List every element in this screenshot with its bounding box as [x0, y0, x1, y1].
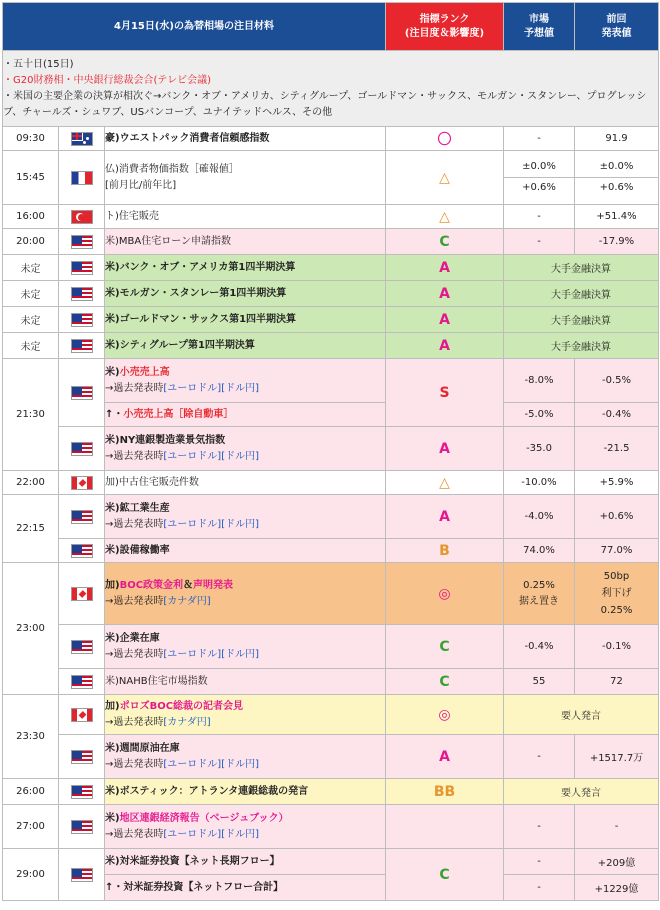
event-name: 米)ボスティック：アトランタ連銀総裁の発言: [105, 779, 386, 805]
event-name: 米)小売売上高 →過去発表時[ユーロドル][ドル円]: [105, 359, 386, 403]
eurusd-link[interactable]: [ユーロドル]: [163, 518, 222, 530]
table-row: 米)NY連銀製造業景気指数 →過去発表時[ユーロドル][ドル円] A -35.0 -21.5: [3, 427, 659, 471]
eurusd-link[interactable]: [ユーロドル]: [163, 648, 222, 660]
event-name: 米)モルガン・スタンレー第1四半期決算: [105, 281, 386, 307]
event-name: ↑・対米証券投資【ネットフロー合計】: [105, 875, 386, 901]
rank-badge: 〇: [386, 127, 504, 151]
australia-flag-icon: [71, 132, 93, 146]
table-row: 22:15 米)鉱工業生産 →過去発表時[ユーロドル][ドル円] A -4.0% +0.6%: [3, 495, 659, 539]
eurusd-link[interactable]: [ユーロドル]: [163, 828, 222, 840]
rank-badge: A: [386, 735, 504, 779]
rank-badge: ◎: [386, 695, 504, 735]
rank-badge: C: [386, 229, 504, 255]
event-name: 米)シティグループ第1四半期決算: [105, 333, 386, 359]
table-row: 15:45 仏)消費者物価指数［確報値］ [前月比/前年比] △ ±0.0% +0.6% ±0.0% +0.6%: [3, 151, 659, 205]
event-name: 米)NAHB住宅市場指数: [105, 669, 386, 695]
table-row: 米)設備稼働率 B 74.0% 77.0%: [3, 539, 659, 563]
usa-flag-icon: [71, 313, 93, 327]
eurusd-link[interactable]: [ユーロドル]: [163, 758, 222, 770]
rank-badge: [386, 805, 504, 849]
event-name: 米)地区連銀経済報告（ベージュブック） →過去発表時[ユーロドル][ドル円]: [105, 805, 386, 849]
event-name: 米)MBA住宅ローン申請指数: [105, 229, 386, 255]
forecast-header: 市場 予想値: [504, 3, 575, 51]
eurusd-link[interactable]: [ユーロドル]: [163, 450, 222, 462]
event-name: 米)NY連銀製造業景気指数 →過去発表時[ユーロドル][ドル円]: [105, 427, 386, 471]
table-row: 米)NAHB住宅市場指数 C 55 72: [3, 669, 659, 695]
table-row: 未定 米)ゴールドマン・サックス第1四半期決算 A 大手金融決算: [3, 307, 659, 333]
usa-flag-icon: [71, 785, 93, 799]
usdjpy-link[interactable]: [ドル円]: [221, 518, 260, 530]
usa-flag-icon: [71, 750, 93, 764]
usa-flag-icon: [71, 868, 93, 882]
rank-badge: ◎: [386, 563, 504, 625]
table-row: 21:30 米)小売売上高 →過去発表時[ユーロドル][ドル円] S -8.0% -0.5%: [3, 359, 659, 403]
table-row: ↑・小売売上高［除自動車］ -5.0% -0.4%: [3, 403, 659, 427]
cadjpy-link[interactable]: [カナダ円]: [163, 595, 211, 607]
usa-flag-icon: [71, 287, 93, 301]
rank-badge: B: [386, 539, 504, 563]
event-name: 米)企業在庫 →過去発表時[ユーロドル][ドル円]: [105, 625, 386, 669]
table-row: ↑・対米証券投資【ネットフロー合計】 - +1229億: [3, 875, 659, 901]
table-row: 未定 米)バンク・オブ・アメリカ第1四半期決算 A 大手金融決算: [3, 255, 659, 281]
event-name: 米)バンク・オブ・アメリカ第1四半期決算: [105, 255, 386, 281]
table-row: 20:00 米)MBA住宅ローン申請指数 C - -17.9%: [3, 229, 659, 255]
rank-badge: BB: [386, 779, 504, 805]
table-row: 23:00 加)BOC政策金利＆声明発表 →過去発表時[カナダ円] ◎ 0.25% 据え置き 50bp 利下げ 0.25%: [3, 563, 659, 625]
rank-badge: △: [386, 205, 504, 229]
table-row: 26:00 米)ボスティック：アトランタ連銀総裁の発言 BB 要人発言: [3, 779, 659, 805]
usa-flag-icon: [71, 640, 93, 654]
notes-box: [3, 51, 659, 127]
page-title: 4月15日(水)の為替相場の注目材料: [3, 3, 386, 51]
rank-badge: C: [386, 849, 504, 901]
table-row: 29:00 米)対米証券投資【ネット長期フロー】 C - +209億: [3, 849, 659, 875]
note-gotobi: ・五十日(15日): [3, 58, 74, 70]
rank-badge: S: [386, 359, 504, 427]
usa-flag-icon: [71, 235, 93, 249]
table-row: 16:00 ト)住宅販売 △ - +51.4%: [3, 205, 659, 229]
table-row: 09:30 豪)ウエストパック消費者信頼感指数 〇 - 91.9: [3, 127, 659, 151]
usa-flag-icon: [71, 544, 93, 558]
notes-row: [3, 51, 659, 127]
rank-badge: C: [386, 669, 504, 695]
eurusd-link[interactable]: [ユーロドル]: [163, 382, 222, 394]
event-name: 米)対米証券投資【ネット長期フロー】: [105, 849, 386, 875]
canada-flag-icon: [71, 587, 93, 601]
event-name: 米)設備稼働率: [105, 539, 386, 563]
rank-badge: A: [386, 333, 504, 359]
france-flag-icon: [71, 171, 93, 185]
previous-header: 前回 発表値: [575, 3, 659, 51]
usdjpy-link[interactable]: [ドル円]: [221, 382, 260, 394]
table-row: 27:00 米)地区連銀経済報告（ベージュブック） →過去発表時[ユーロドル][ドル円] - -: [3, 805, 659, 849]
note-earnings: ・米国の主要企業の決算が相次ぐ→バンク・オブ・アメリカ、シティグループ、ゴールドマン・サックス、モルガン・スタンレー、プログレッシブ、チャールズ・シュワブ、USバンコープ、ユナイテッドヘルス、その他: [3, 90, 647, 118]
usdjpy-link[interactable]: [ドル円]: [221, 828, 260, 840]
rank-badge: A: [386, 281, 504, 307]
usa-flag-icon: [71, 675, 93, 689]
cadjpy-link[interactable]: [カナダ円]: [163, 716, 211, 728]
usa-flag-icon: [71, 261, 93, 275]
turkey-flag-icon: [71, 210, 93, 224]
event-name: 仏)消費者物価指数［確報値］ [前月比/前年比]: [105, 151, 386, 205]
usdjpy-link[interactable]: [ドル円]: [221, 648, 260, 660]
event-name: 米)ゴールドマン・サックス第1四半期決算: [105, 307, 386, 333]
usdjpy-link[interactable]: [ドル円]: [221, 450, 260, 462]
table-row: 22:00 加)中古住宅販売件数 △ -10.0% +5.9%: [3, 471, 659, 495]
usa-flag-icon: [71, 442, 93, 456]
usa-flag-icon: [71, 386, 93, 400]
rank-badge: △: [386, 151, 504, 205]
event-name: 米)鉱工業生産 →過去発表時[ユーロドル][ドル円]: [105, 495, 386, 539]
event-name: 加)ポロズBOC総裁の記者会見 →過去発表時[カナダ円]: [105, 695, 386, 735]
usdjpy-link[interactable]: [ドル円]: [221, 758, 260, 770]
event-name: 加)BOC政策金利＆声明発表 →過去発表時[カナダ円]: [105, 563, 386, 625]
usa-flag-icon: [71, 510, 93, 524]
table-row: 米)企業在庫 →過去発表時[ユーロドル][ドル円] C -0.4% -0.1%: [3, 625, 659, 669]
canada-flag-icon: [71, 476, 93, 490]
event-name: 加)中古住宅販売件数: [105, 471, 386, 495]
usa-flag-icon: [71, 339, 93, 353]
event-name: ト)住宅販売: [105, 205, 386, 229]
table-row: 23:30 加)ポロズBOC総裁の記者会見 →過去発表時[カナダ円] ◎ 要人発言: [3, 695, 659, 735]
canada-flag-icon: [71, 708, 93, 722]
rank-badge: A: [386, 495, 504, 539]
note-g20: ・G20財務相・中央銀行総裁会合(テレビ会議): [3, 74, 212, 86]
usa-flag-icon: [71, 820, 93, 834]
rank-badge: △: [386, 471, 504, 495]
rank-badge: C: [386, 625, 504, 669]
table-header: [3, 3, 659, 51]
event-name: 豪)ウエストパック消費者信頼感指数: [105, 127, 386, 151]
table-row: 未定 米)モルガン・スタンレー第1四半期決算 A 大手金融決算: [3, 281, 659, 307]
rank-badge: A: [386, 255, 504, 281]
table-row: 米)週間原油在庫 →過去発表時[ユーロドル][ドル円] A - +1517.7万: [3, 735, 659, 779]
rank-badge: A: [386, 307, 504, 333]
rank-header: 指標ランク (注目度＆影響度): [386, 3, 504, 51]
rank-badge: A: [386, 427, 504, 471]
table-row: 未定 米)シティグループ第1四半期決算 A 大手金融決算: [3, 333, 659, 359]
event-name: 米)週間原油在庫 →過去発表時[ユーロドル][ドル円]: [105, 735, 386, 779]
event-name: ↑・小売売上高［除自動車］: [105, 403, 386, 427]
calendar-table: [2, 2, 659, 901]
